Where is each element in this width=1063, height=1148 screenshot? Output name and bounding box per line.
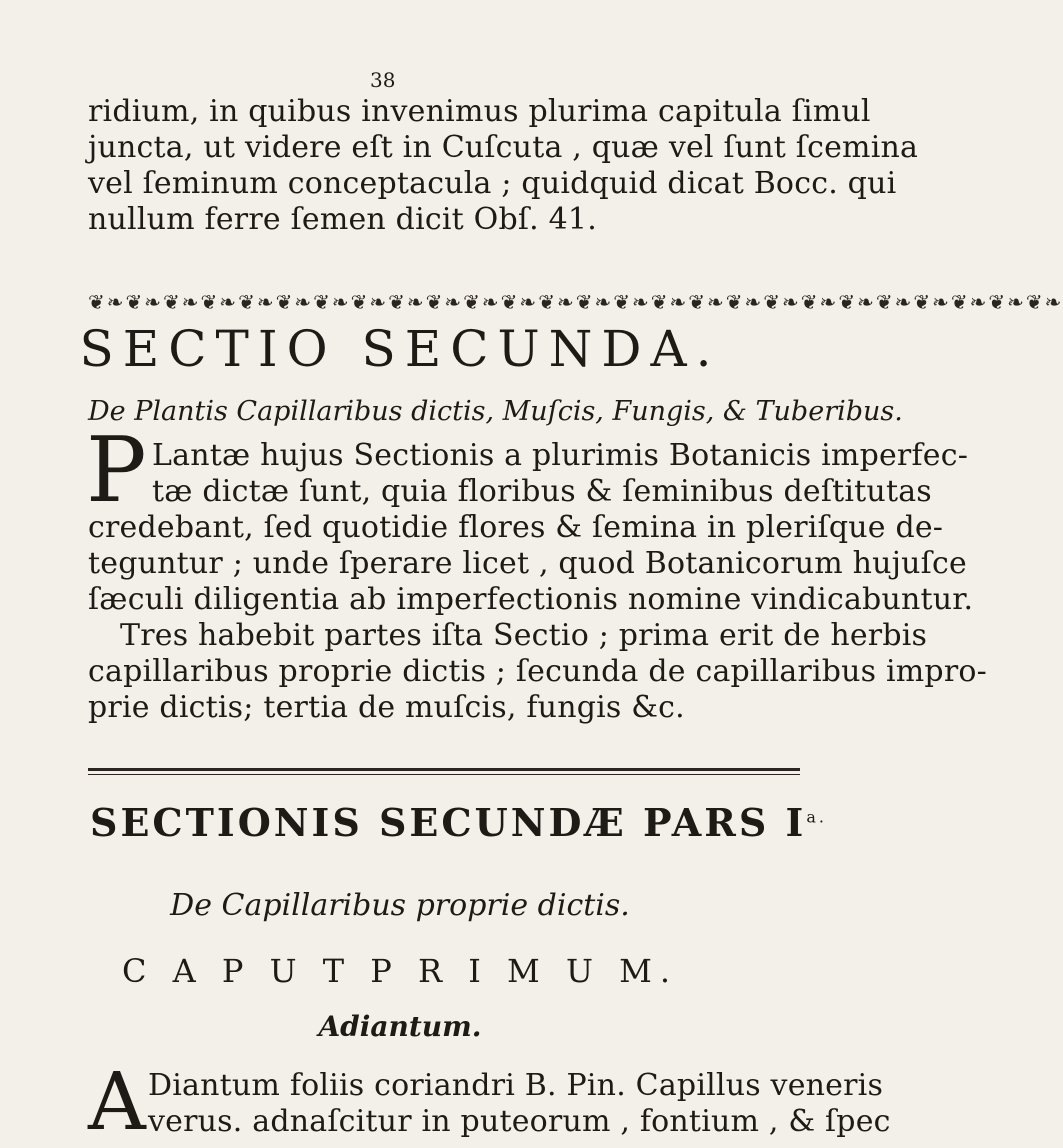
part-title bbox=[90, 800, 827, 845]
text-line: credebant, ſed quotidie flores & ſemina in pleriſque de- bbox=[88, 510, 944, 545]
page-number: 38 bbox=[370, 68, 396, 92]
part-subtitle: De Capillaribus proprie dictis. bbox=[170, 888, 630, 923]
part-title-superscript: a. bbox=[806, 807, 827, 827]
section-subtitle: De Plantis Capillaribus dictis, Muſcis, Fungis, & Tuberibus. bbox=[88, 396, 903, 427]
text-line: nullum ferre ſemen dicit Obſ. 41. bbox=[88, 202, 597, 237]
drop-cap: A bbox=[88, 1055, 146, 1148]
text-line: vel ſeminum conceptacula ; quidquid dicat Bocc. qui bbox=[88, 166, 897, 201]
text-line: tæ dictæ ſunt, quia floribus & ſeminibus deſtitutas bbox=[152, 474, 932, 509]
text-line: capillaribus proprie dictis ; ſecunda de capillaribus impro- bbox=[88, 654, 987, 689]
text-line: juncta, ut videre eſt in Cuſcuta , quæ vel ſunt ſcemina bbox=[88, 130, 919, 165]
text-line: ſæculi diligentia ab imperfectionis nomine vindicabuntur. bbox=[88, 582, 974, 617]
genus-heading: Adiantum. bbox=[318, 1010, 482, 1043]
drop-cap: P bbox=[86, 418, 147, 523]
text-line: Diantum foliis coriandri B. Pin. Capillus veneris bbox=[148, 1068, 884, 1103]
part-title-text: SECTIONIS SECUNDÆ PARS I bbox=[90, 800, 807, 845]
text-line: Tres habebit partes iſta Sectio ; prima erit de herbis bbox=[120, 618, 928, 653]
divider-rule-thin bbox=[88, 774, 800, 775]
text-line: verus. adnaſcitur in puteorum , fontium , & ſpec bbox=[148, 1104, 891, 1139]
text-line: prie dictis; tertia de muſcis, fungis &c. bbox=[88, 690, 685, 725]
text-line: ridium, in quibus invenimus plurima capitula ſimul bbox=[88, 94, 871, 129]
text-line: teguntur ; unde ſperare licet , quod Botanicorum hujuſce bbox=[88, 546, 967, 581]
chapter-title: C A P U T P R I M U M. bbox=[121, 952, 679, 990]
text-line: Lantæ hujus Sectionis a plurimis Botanicis imperfec- bbox=[152, 438, 969, 473]
ornamental-border: ❦❧❦❧❦❧❦❧❦❧❦❧❦❧❦❧❦❧❦❧❦❧❦❧❦❧❦❧❦❧❦❧❦❧❦❧❦❧❦❧❦❧❦❧❦❧❦❧❦❧❦❧ bbox=[88, 290, 1063, 314]
section-title: SECTIO SECUNDA. bbox=[79, 320, 721, 378]
divider-rule bbox=[88, 768, 800, 771]
